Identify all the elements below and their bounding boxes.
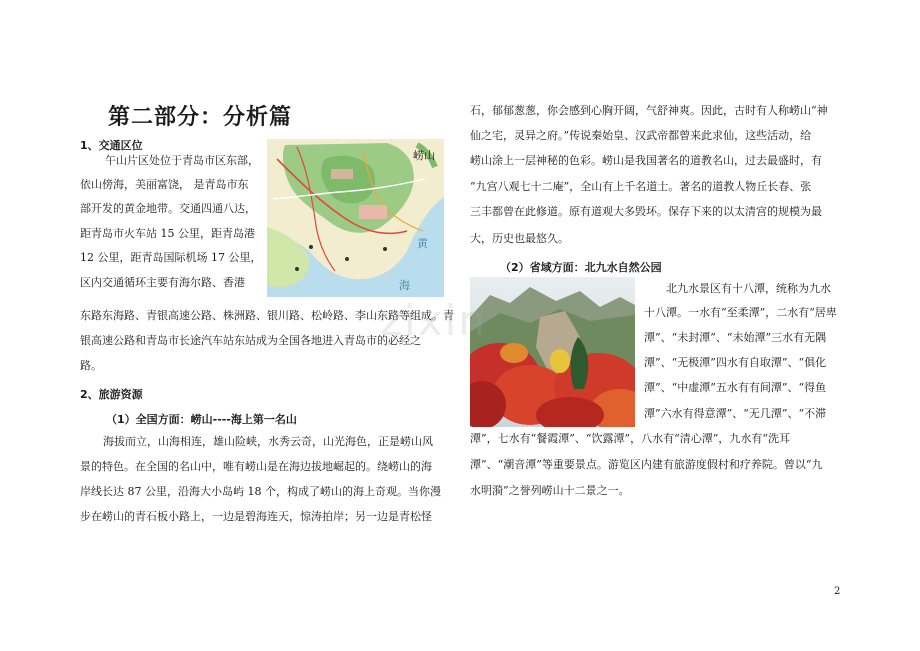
- text-line: “九宫八观七十二庵”，全山有上千名道士。著名的道教人物丘长春、张: [470, 180, 812, 193]
- text-line: 距青岛市火车站 15 公里，距青岛港: [80, 227, 255, 240]
- text-line: 崂山涂上一层神秘的色彩。崂山是我国著名的道教名山，过去最盛时，有: [470, 154, 822, 167]
- text-line: 潭”、“潮音潭”等重要景点。游览区内建有旅游度假村和疗养院。曾以“九: [470, 458, 823, 471]
- page-number: 2: [834, 586, 841, 597]
- regional-map-image: [267, 139, 444, 297]
- text-line: 仙之宅，灵异之府。”传说秦始皇、汉武帝都曾来此求仙，这些活动，给: [470, 129, 812, 142]
- section-heading-tourism: 2、旅游资源: [80, 388, 143, 401]
- text-line: 东路东海路、青银高速公路、株洲路、银川路、松岭路、李山东路等组成。青: [80, 309, 454, 322]
- text-line: 潭”、“未封潭”、“未始潭”三水有无隅: [644, 331, 827, 344]
- text-line: 午山片区处位于青岛市区东部，: [105, 154, 259, 167]
- text-line: 12 公里，距青岛国际机场 17 公里，: [80, 251, 262, 264]
- watermark: zixin: [380, 296, 487, 345]
- text-line: 大，历史也最悠久。: [470, 232, 569, 245]
- text-line: 部开发的黄金地带。交通四通八达，: [80, 202, 256, 215]
- subsection-heading-beijiushui: （2）省域方面：北九水自然公园: [500, 261, 662, 274]
- text-line: 步在崂山的青石板小路上，一边是碧海连天，惊涛拍岸；另一边是青松怪: [80, 510, 432, 523]
- map-label-laoshan: 崂山: [413, 149, 435, 162]
- text-line: 潭”、“中虚潭”五水有有间潭”、“得鱼: [644, 381, 827, 394]
- text-line: 潭”，七水有“餐霞潭”、“饮露潭”，八水有“清心潭”，九水有“洗耳: [470, 432, 790, 445]
- text-line: 十八潭。一水有“至柔潭”，二水有“居卑: [644, 306, 837, 319]
- text-line: 水明漪”之誉列崂山十二景之一。: [470, 484, 630, 497]
- photo-graphic: [470, 277, 635, 427]
- text-line: 海拔而立，山海相连，雄山险峡，水秀云奇，山光海色，正是崂山风: [103, 435, 433, 448]
- section-heading-traffic: 1、交通区位: [80, 139, 143, 152]
- text-line: 区内交通循环主要有海尔路、香港: [80, 276, 245, 289]
- text-line: 石，郁郁葱葱，你会感到心胸开阔，气舒神爽。因此，古时有人称崂山“神: [470, 104, 828, 117]
- text-line: 潭”六水有得意潭”、“无几潭”、“不滞: [644, 407, 827, 420]
- text-line: 依山傍海，美丽富饶， 是青岛市东: [80, 178, 249, 191]
- text-line: 景的特色。在全国的名山中，唯有崂山是在海边拔地崛起的。绕崂山的海: [80, 460, 432, 473]
- text-line: 岸线长达 87 公里，沿海大小岛屿 18 个，构成了崂山的海上奇观。当你漫: [80, 485, 441, 498]
- text-line: 北九水景区有十八潭，统称为九水: [666, 282, 831, 295]
- mountain-landscape-photo: [470, 277, 635, 427]
- text-line: 银高速公路和青岛市长途汽车站东站成为全国各地进入青岛市的必经之: [80, 334, 421, 347]
- map-label-sea-2: 海: [399, 279, 410, 292]
- text-line: 三丰都曾在此修道。原有道观大多毁坏。保存下来的以太清宫的规模为最: [470, 205, 822, 218]
- text-line: 路。: [80, 359, 102, 372]
- text-line: 潭”、“无极潭”四水有自取潭”、“俱化: [644, 356, 827, 369]
- map-graphic: [267, 139, 444, 297]
- page-title: 第二部分：分析篇: [108, 105, 293, 130]
- subsection-heading-laoshan: （1）全国方面：崂山----海上第一名山: [106, 413, 297, 426]
- map-label-sea-1: 黄: [417, 237, 428, 250]
